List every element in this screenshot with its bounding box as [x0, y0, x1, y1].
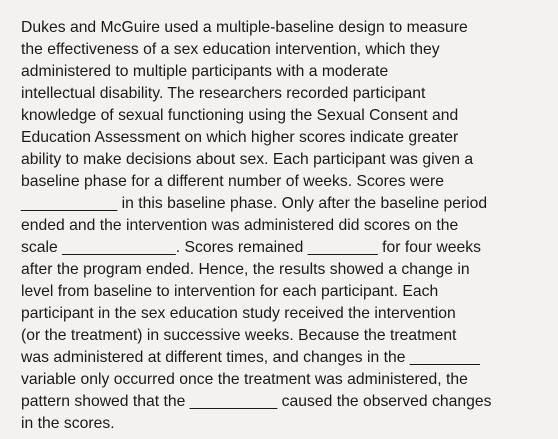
passage-line: baseline phase for a different number of weeks. Scores were — [21, 173, 444, 190]
passage-line: the effectiveness of a sex education intervention, which they — [21, 41, 440, 58]
passage-line: after the program ended. Hence, the results showed a change in — [21, 261, 470, 278]
passage-line: knowledge of sexual functioning using the Sexual Consent and — [21, 107, 459, 124]
passage-line: was administered at different times, and changes in the ________ — [21, 349, 480, 366]
passage-line: level from baseline to intervention for each participant. Each — [21, 283, 439, 300]
question-passage — [21, 17, 546, 435]
passage-line: administered to multiple participants with a moderate — [21, 63, 389, 80]
passage-line: ended and the intervention was administered did scores on the — [21, 217, 459, 234]
passage-line: ___________ in this baseline phase. Only after the baseline period — [21, 195, 488, 212]
passage-line: (or the treatment) in successive weeks. Because the treatment — [21, 327, 457, 344]
passage-line: in the scores. — [21, 415, 115, 432]
passage-line: Dukes and McGuire used a multiple-baseline design to measure — [21, 19, 468, 36]
passage-line: pattern showed that the __________ caused the observed changes — [21, 393, 492, 410]
passage-line: variable only occurred once the treatment was administered, the — [21, 371, 468, 388]
passage-line: Education Assessment on which higher scores indicate greater — [21, 129, 459, 146]
passage-line: participant in the sex education study received the intervention — [21, 305, 456, 322]
passage-line: ability to make decisions about sex. Each participant was given a — [21, 151, 474, 168]
passage-line: scale _____________. Scores remained ________ for four weeks — [21, 239, 481, 256]
passage-line: intellectual disability. The researchers recorded participant — [21, 85, 426, 102]
